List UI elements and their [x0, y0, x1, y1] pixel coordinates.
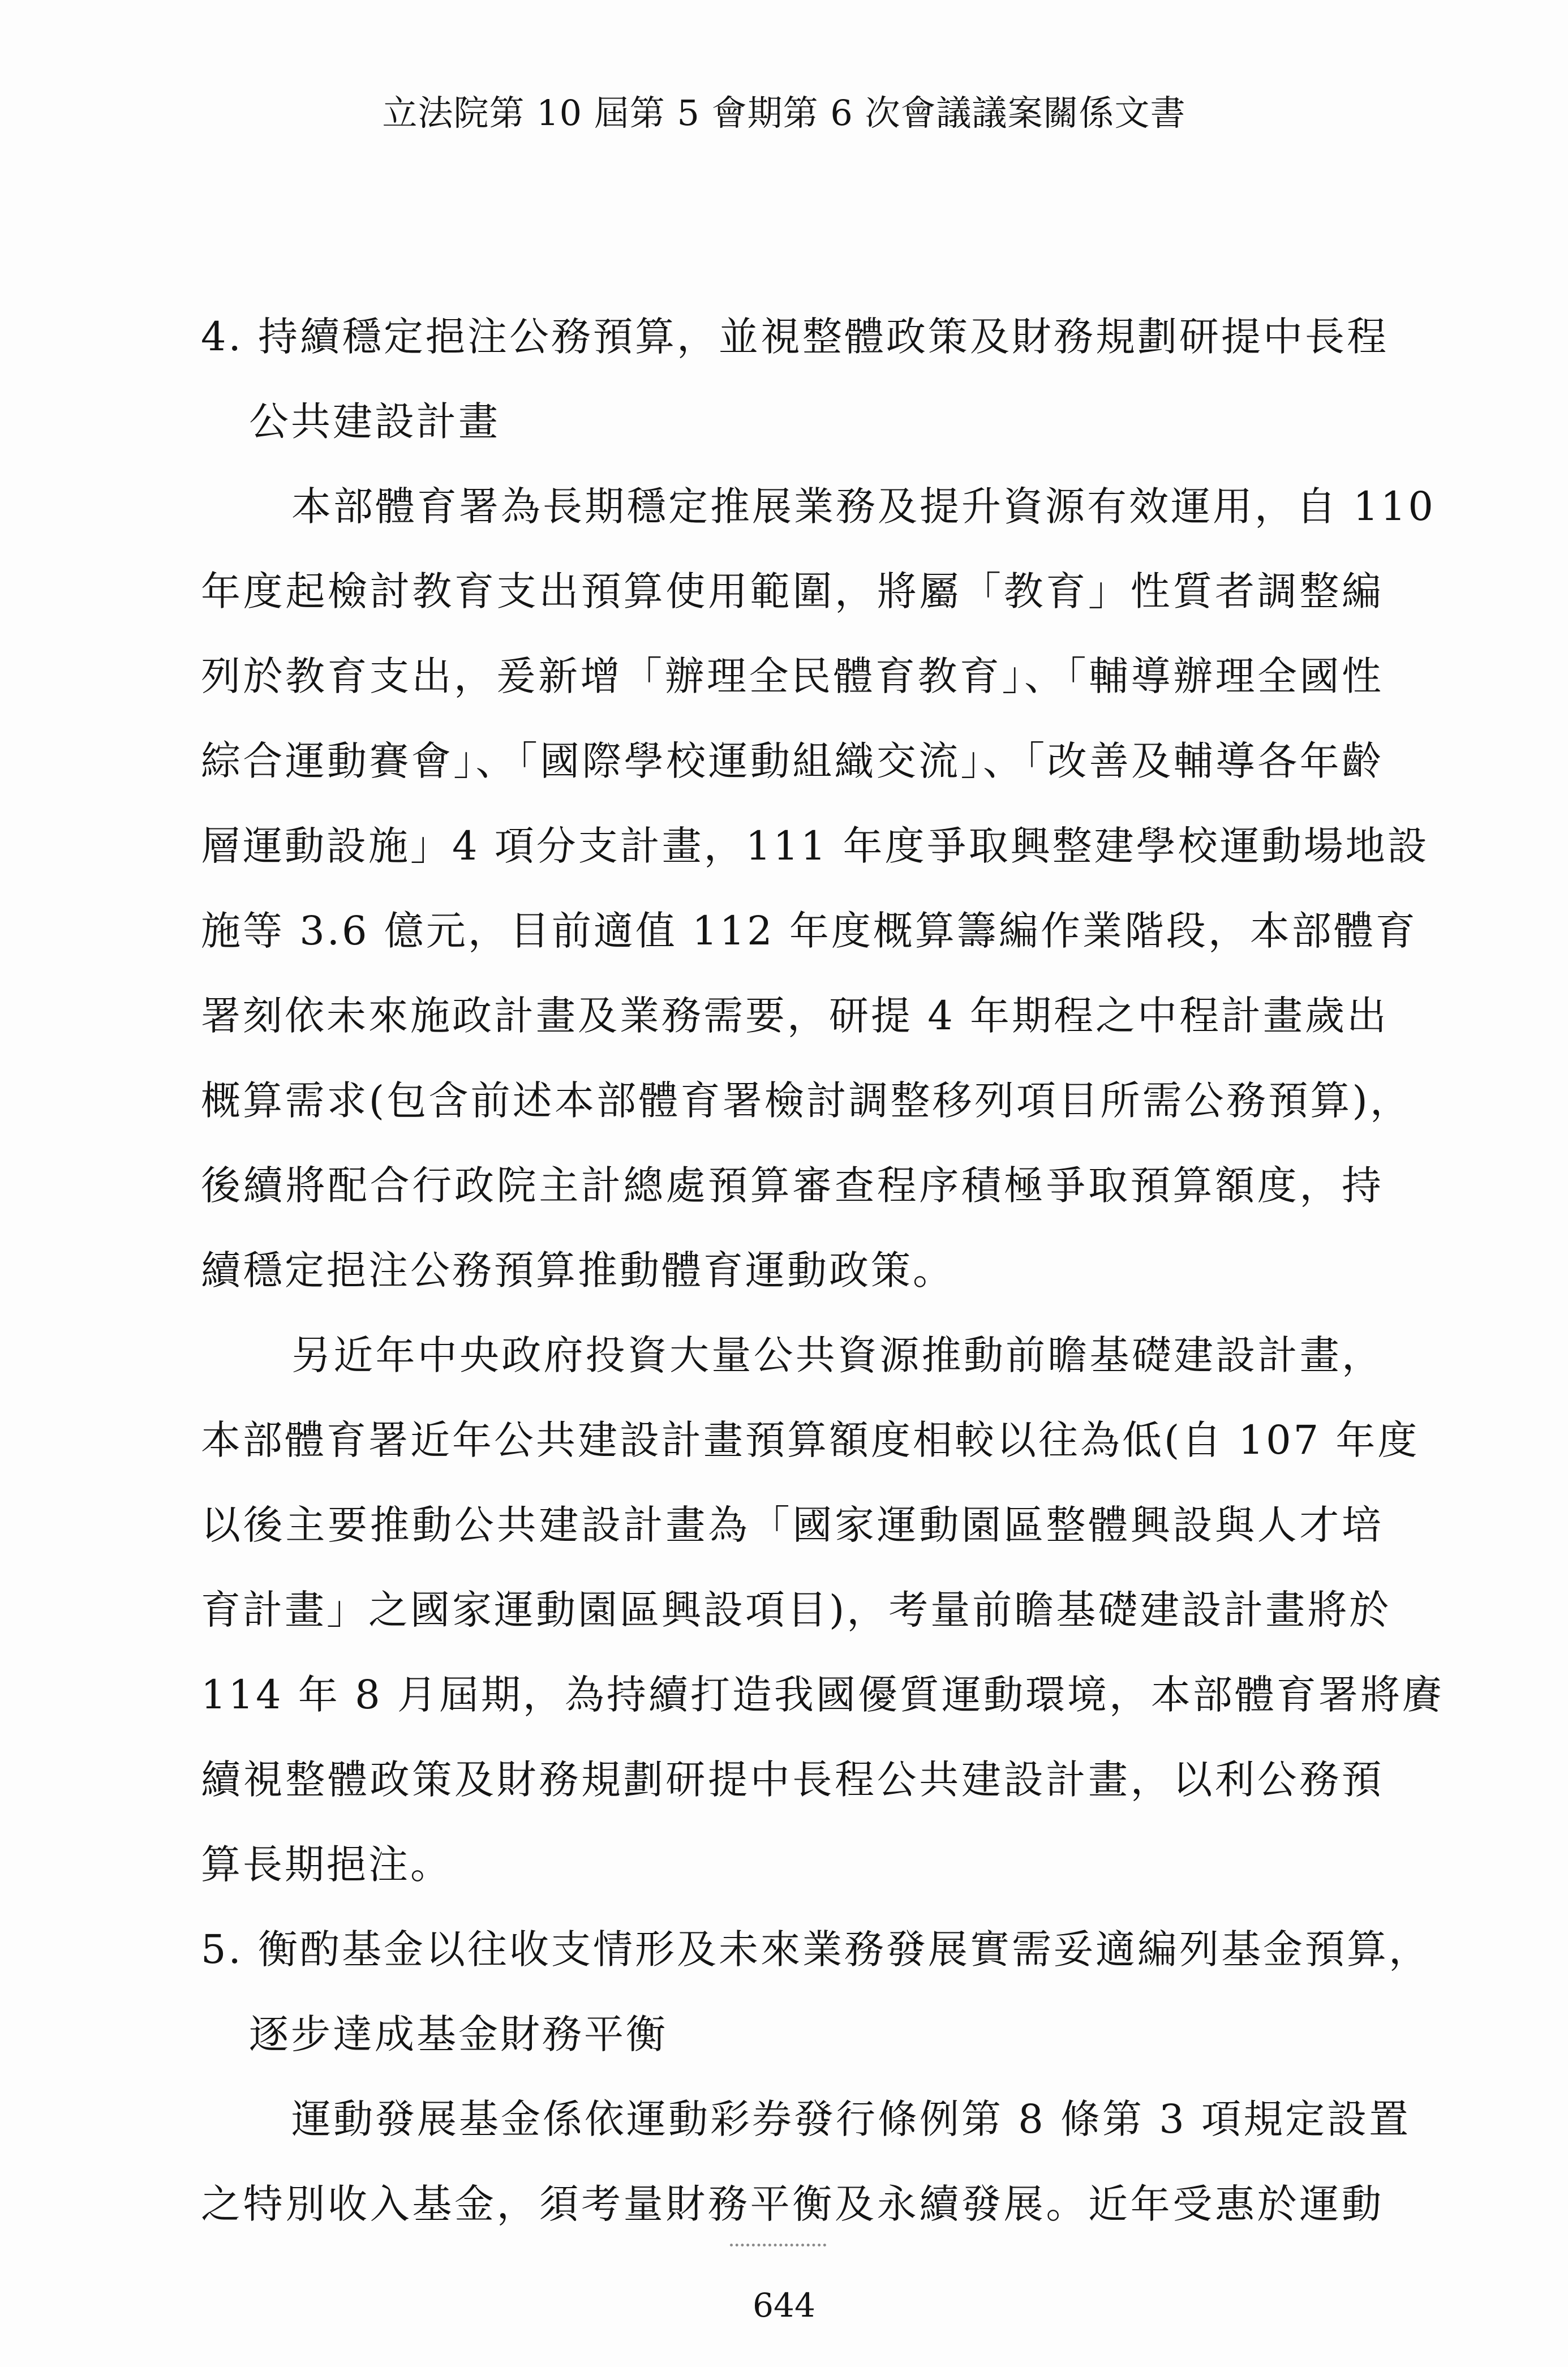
page-number: 644	[753, 2286, 815, 2325]
paragraph-line: 年度起檢討教育支出預算使用範圍，將屬「教育」性質者調整編	[201, 568, 1384, 615]
paragraph-line: 署刻依未來施政計畫及業務需要，研提 4 年期程之中程計畫歲出	[201, 993, 1389, 1039]
paragraph-line: 本部體育署近年公共建設計畫預算額度相較以往為低(自 107 年度	[201, 1417, 1420, 1463]
paragraph-line: 另近年中央政府投資大量公共資源推動前瞻基礎建設計畫，	[291, 1332, 1384, 1378]
document-header: 立法院第 10 屆第 5 會期第 6 次會議議案關係文書	[382, 92, 1186, 134]
paragraph-line: 層運動設施」4 項分支計畫，111 年度爭取興整建學校運動場地設	[201, 823, 1429, 869]
paragraph-line: 綜合運動賽會」、「國際學校運動組織交流」、「改善及輔導各年齡	[201, 738, 1384, 784]
paragraph-line: 後續將配合行政院主計總處預算審查程序積極爭取預算額度，持	[201, 1162, 1384, 1209]
section-5-heading-continued: 逐步達成基金財務平衡	[249, 2011, 668, 2057]
paragraph-line: 算長期挹注。	[201, 1841, 452, 1888]
paragraph-line: 續穩定挹注公務預算推動體育運動政策。	[201, 1247, 955, 1294]
paragraph-line: 續視整體政策及財務規劃研提中長程公共建設計畫，以利公務預	[201, 1756, 1384, 1803]
paragraph-line: 114 年 8 月屆期，為持續打造我國優質運動環境，本部體育署將賡	[201, 1672, 1444, 1718]
paragraph-line: 施等 3.6 億元，目前適值 112 年度概算籌編作業階段，本部體育	[201, 908, 1417, 954]
paragraph-line: 列於教育支出，爰新增「辦理全民體育教育」、「輔導辦理全國性	[201, 653, 1384, 699]
section-5-heading: 5. 衡酌基金以往收支情形及未來業務發展實需妥適編列基金預算，	[201, 1926, 1431, 1973]
scan-dot-marks	[730, 2244, 826, 2250]
paragraph-line: 概算需求(包含前述本部體育署檢討調整移列項目所需公務預算)，	[201, 1077, 1412, 1124]
paragraph-line: 之特別收入基金，須考量財務平衡及永續發展。近年受惠於運動	[201, 2181, 1384, 2227]
section-4-heading-continued: 公共建設計畫	[249, 398, 500, 445]
paragraph-line: 本部體育署為長期穩定推展業務及提升資源有效運用，自 110	[291, 483, 1436, 530]
section-4-heading: 4. 持續穩定挹注公務預算，並視整體政策及財務規劃研提中長程	[201, 313, 1389, 360]
paragraph-line: 育計畫」之國家運動園區興設項目)，考量前瞻基礎建設計畫將於	[201, 1587, 1391, 1633]
paragraph-line: 運動發展基金係依運動彩券發行條例第 8 條第 3 項規定設置	[291, 2096, 1411, 2142]
paragraph-line: 以後主要推動公共建設計畫為「國家運動園區整體興設與人才培	[201, 1502, 1384, 1548]
